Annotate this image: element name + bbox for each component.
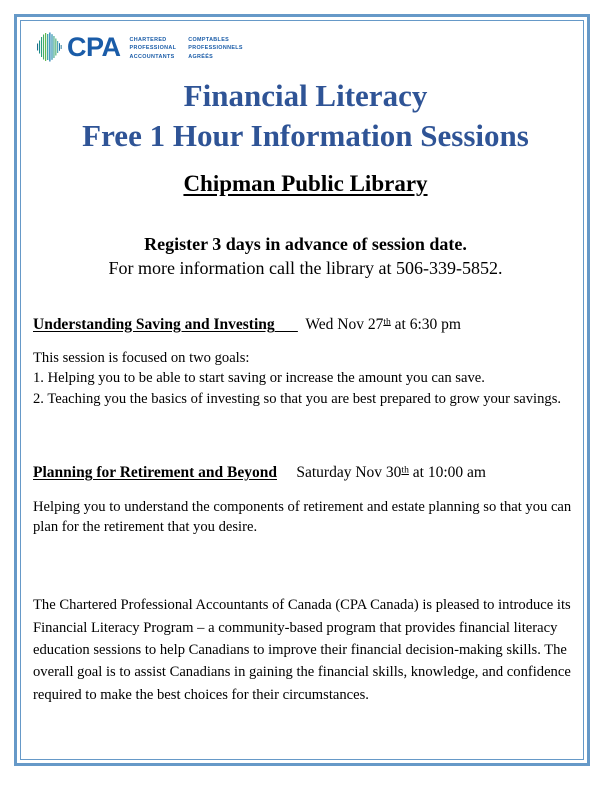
cpa-tagline-fr [188,36,243,62]
page-title-line1: Financial Literacy [183,78,428,113]
session-heading-gap [277,464,296,481]
session-description [33,348,578,409]
page-title-line2: Free 1 Hour Information Sessions [82,118,529,154]
cpa-burst-icon [36,32,66,62]
session-heading [33,315,578,334]
session-date: Wed Nov 27 [305,315,384,333]
session-datetime [305,316,461,333]
cpa-tagline-en-line1: CHARTERED [129,36,167,43]
session-description-line: This session is focused on two goals: [33,349,250,366]
session-description-line: 1. Helping you to be able to start saving or increase the amount you can save. [33,370,485,387]
session-title: Understanding Saving and Investing [33,315,275,333]
session-description-line: 2. Teaching you the basics of investing so that you are best prepared to grow your savings. [33,390,562,407]
session-time: at 6:30 pm [390,315,461,333]
register-notice: Register 3 days in advance of session date. [144,233,467,254]
cpa-wordmark: CPA [67,31,121,62]
session-description-line: Helping you to understand the components of retirement and estate planning so that you can plan for the retirement that you desire. [33,498,572,536]
cpa-tagline-fr-line2: PROFESSIONNELS [188,45,243,52]
page-title [33,76,578,157]
session-title-underline-pad [275,316,298,333]
session-datetime [296,464,486,481]
session-description [33,497,578,538]
session-date-ordinal: th [383,316,391,328]
session-heading [33,463,578,482]
session-date-ordinal: th [401,464,409,476]
session-block [33,463,578,537]
cpa-tagline-en [130,36,177,62]
about-paragraph: The Chartered Professional Accountants of Canada (CPA Canada) is pleased to introduce its Financial Literacy Program – a community-based program that provides financial literacy education sessions to help Canadians to improve their financial decision-making skills. The overall goal is to assist Canadians in gaining the financial skills, knowledge, and confidence required to make the best choices for their circumstances. [33,597,571,703]
venue-name [33,171,578,197]
contact-info: For more information call the library at 506-339-5852. [108,257,503,278]
cpa-logo [36,30,578,64]
session-block [33,315,578,410]
cpa-tagline-en-line3: ACCOUNTANTS [129,53,175,60]
session-time: at 10:00 am [408,464,486,482]
venue-name-text: Chipman Public Library [183,170,428,196]
cpa-tagline-fr-line1: COMPTABLES [188,36,230,43]
session-title: Planning for Retirement and Beyond [33,464,277,482]
session-date: Saturday Nov 30 [296,464,402,482]
cpa-tagline-fr-line3: AGRÉÉS [188,53,214,60]
cpa-logo-tagline [130,33,243,62]
cpa-tagline-en-line2: PROFESSIONAL [129,45,177,52]
